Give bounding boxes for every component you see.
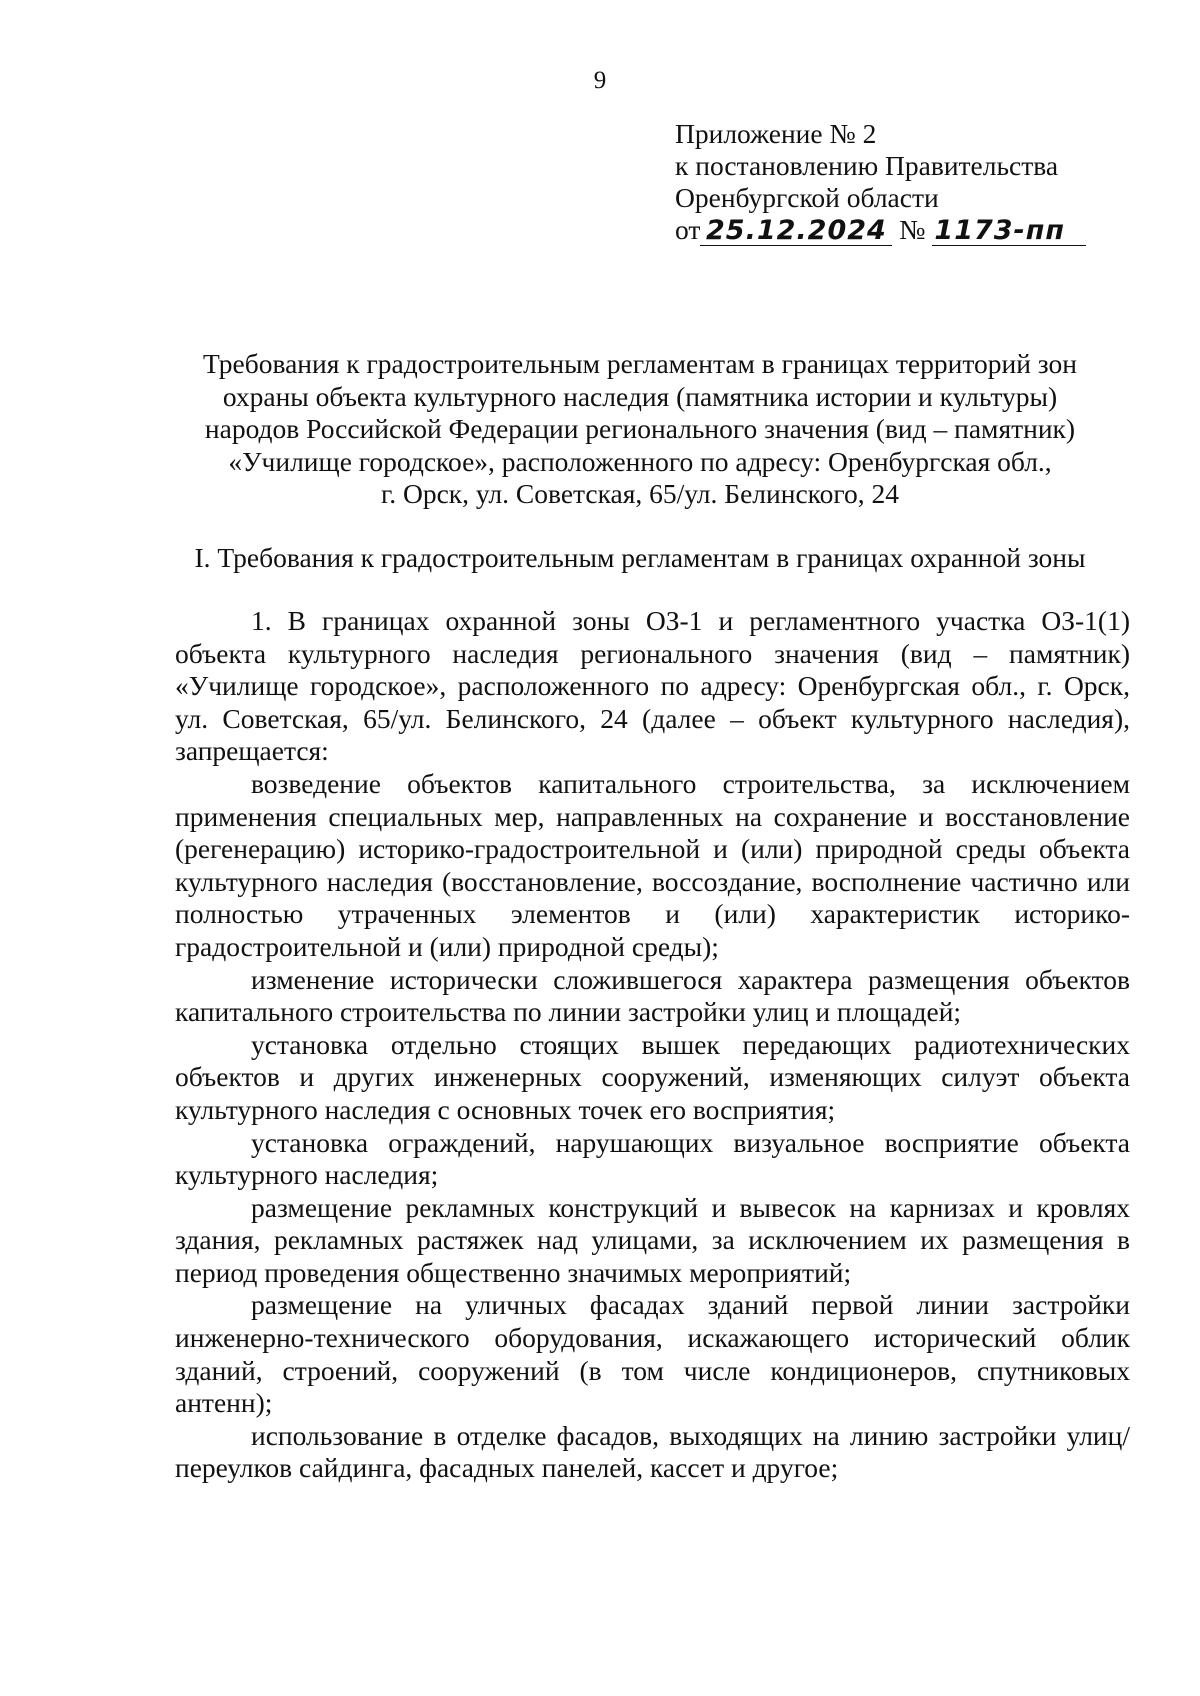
paragraph: 1. В границах охранной зоны ОЗ-1 и регламентного участка ОЗ-1(1) объекта культурного наследия регионального значения (вид – памятник) «Училище городское», расположенного по адресу: Оренбургская обл., г. Орск, ул. Советская, 65/ул. Белинского, 24 (далее – объект культурного наследия), запрещается: [175,605,1130,767]
appendix-block [675,118,1145,246]
title-line: «Училище городское», расположенного по адресу: Оренбургская обл., [228,445,1052,477]
appendix-line-2: к постановлению Правительства [675,150,1059,181]
paragraph: размещение на уличных фасадах зданий первой линии застройки инженерно-технического оборудования, искажающего исторический облик зданий, строений, сооружений (в том числе кондиционеров, спутниковых антенн); [175,1289,1130,1419]
page-number: 9 [593,67,607,94]
date-prefix: от [675,214,701,245]
document-title [160,348,1120,511]
handwritten-date: 25.12.2024 [700,217,892,246]
section-heading: I. Требования к градостроительным регламентам в границах охранной зоны [194,542,1086,573]
appendix-line-1: Приложение № 2 [675,118,877,149]
paragraph: изменение исторически сложившегося характера размещения объектов капитального строительства по линии застройки улиц и площадей; [175,963,1130,1028]
appendix-date-line [675,214,1145,246]
title-line: г. Орск, ул. Советская, 65/ул. Белинского, 24 [381,478,899,509]
number-prefix: № [899,214,926,245]
paragraph: использование в отделке фасадов, выходящих на линию застройки улиц/переулков сайдинга, фасадных панелей, кассет и другое; [175,1419,1130,1484]
document-body [175,605,1130,1485]
appendix-line-3: Оренбургской области [675,182,939,213]
paragraph: возведение объектов капитального строительства, за исключением применения специальных мер, направленных на сохранение и восстановление (регенерацию) историко-градостроительной и (или) природной среды объекта культурного наследия (восстановление, воссоздание, восполнение частично или полностью утраченных элементов и (или) характеристик историко-градостроительной и (или) природной среды); [175,767,1130,962]
title-line: народов Российской Федерации регионального значения (вид – памятник) [204,413,1076,444]
title-line: охраны объекта культурного наследия (памятника истории и культуры) [222,380,1058,412]
handwritten-number: 1173-пп [932,217,1086,246]
title-line: Требования к градостроительным регламентам в границах территорий зон [203,348,1077,379]
paragraph: установка отдельно стоящих вышек передающих радиотехнических объектов и других инженерных сооружений, изменяющих силуэт объекта культурного наследия с основных точек его восприятия; [175,1028,1130,1125]
paragraph: размещение рекламных конструкций и вывесок на карнизах и кровлях здания, рекламных растяжек над улицами, за исключением их размещения в период проведения общественно значимых мероприятий; [175,1191,1130,1288]
paragraph: установка ограждений, нарушающих визуальное восприятие объекта культурного наследия; [175,1126,1130,1191]
